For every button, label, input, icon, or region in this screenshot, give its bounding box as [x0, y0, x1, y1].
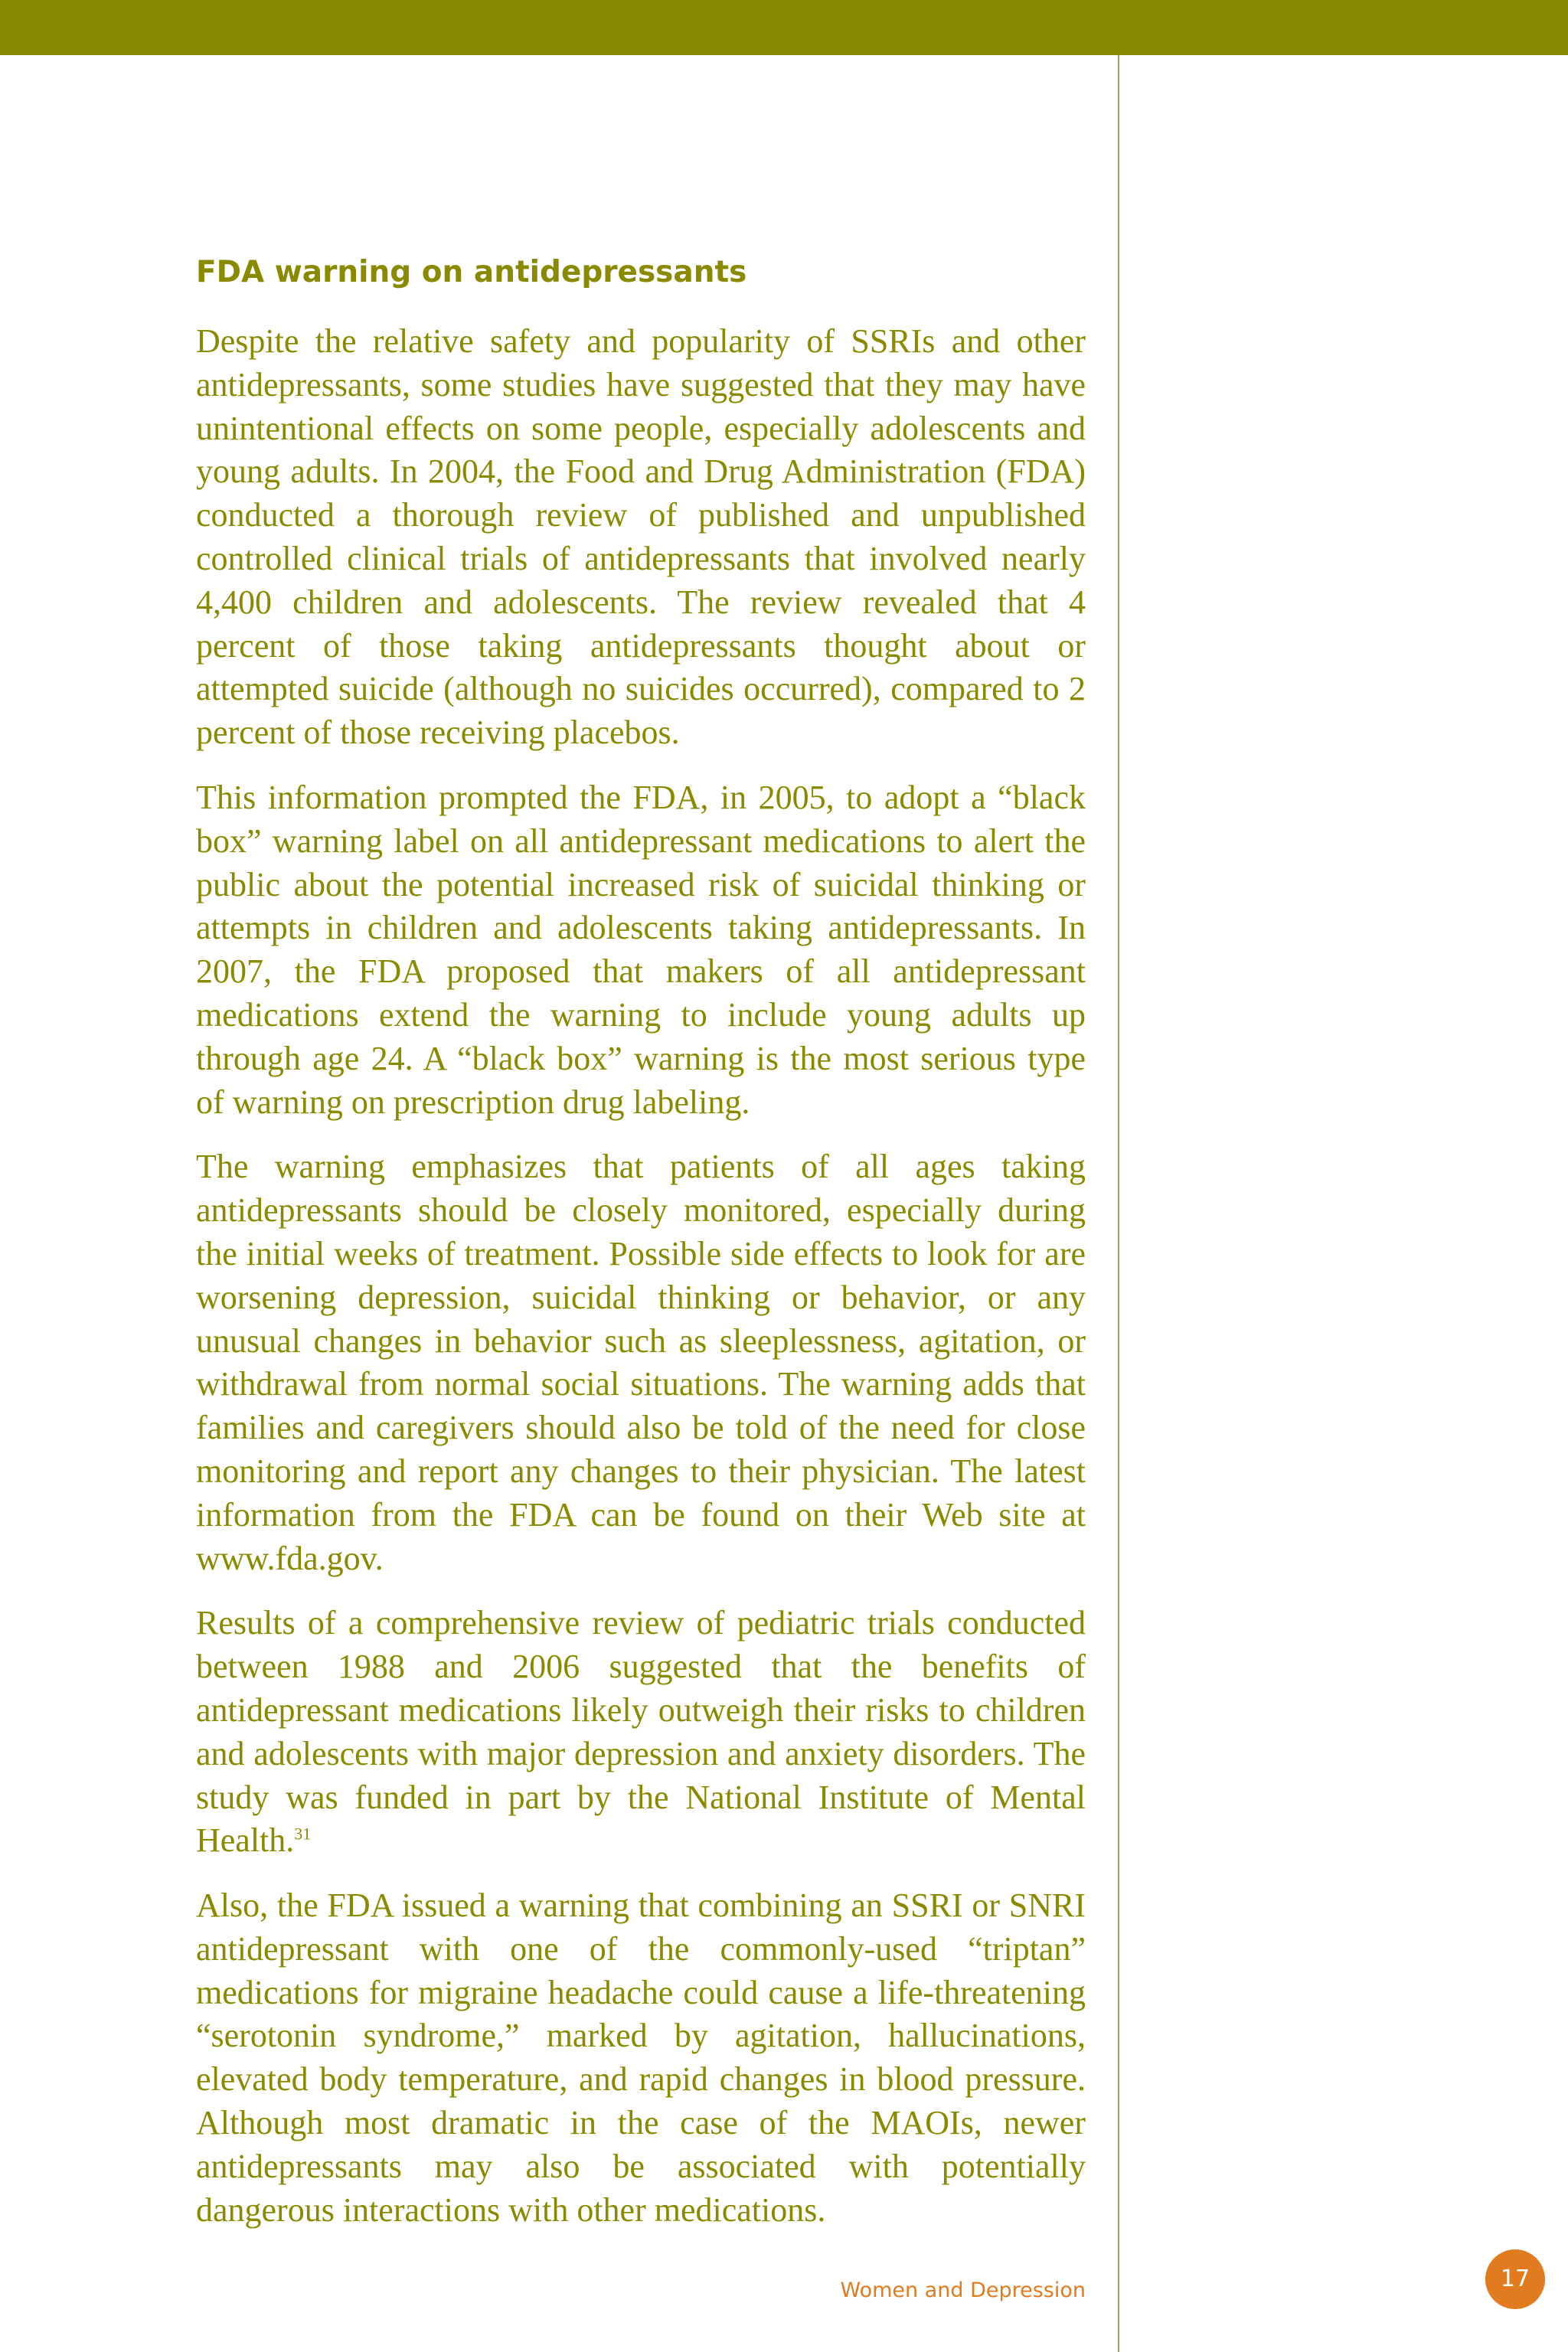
section-heading: FDA warning on antidepressants: [196, 255, 747, 289]
page-number-badge: 17: [1485, 2249, 1545, 2309]
paragraph-pediatric-review: [196, 1602, 1086, 1863]
article-body: [196, 250, 1086, 2253]
paragraph-fda-review: Despite the relative safety and popularity of SSRIs and other antidepressants, some studies have suggested that they may have unintentional effects on some people, especially adolescents and young adults. In 2004, the Food and Drug Administration (FDA) conducted a thorough review of published and unpublished controlled clinical trials of antidepressants that involved nearly 4,400 children and adolescents. The review revealed that 4 percent of those taking antidepressants thought about or attempted suicide (although no suicides occurred), compared to 2 percent of those receiving placebos.: [196, 322, 1086, 752]
paragraph-black-box-warning: This information prompted the FDA, in 2005, to adopt a “black box” warning label on all antidepressant medications to alert the public about the potential increased risk of suicidal thinking or attempts in children and adolescents taking antidepressants. In 2007, the FDA proposed that makers of all antidepressant medications extend the warning to include young adults up through age 24. A “black box” warning is the most serious type of warning on prescription drug labeling.: [196, 778, 1086, 1121]
paragraph-monitoring: The warning emphasizes that patients of all ages taking antidepressants should be closely monitored, especially during the initial weeks of treatment. Possible side effects to look for are worsening depression, suicidal thinking or behavior, or any unusual changes in behavior such as sleeplessness, agitation, or withdrawal from normal social situations. The warning adds that families and caregivers should also be told of the need for close monitoring and report any changes to their physician. The latest information from the FDA can be found on their Web site at www.fda.gov.: [196, 1148, 1086, 1577]
top-color-band: [0, 0, 1568, 55]
paragraph-pediatric-review-text: Results of a comprehensive review of pediatric trials conducted between 1988 and 2006 suggested that the benefits of antidepressant medications likely outweigh their risks to children and adolescents with major depression and anxiety disorders. The study was funded in part by the National Institute of Mental Health.: [196, 1604, 1086, 1860]
paragraph-serotonin-syndrome: Also, the FDA issued a warning that combining an SSRI or SNRI antidepressant with one of the commonly-used “triptan” medications for migraine headache could cause a life-threatening “serotonin syndrome,” marked by agitation, hallucinations, elevated body temperature, and rapid changes in blood pressure. Although most dramatic in the case of the MAOIs, newer antidepressants may also be associated with potentially dangerous interactions with other medications.: [196, 1886, 1086, 2229]
footnote-reference: 31: [294, 1824, 312, 1844]
column-divider-rule: [1118, 55, 1119, 2352]
footer-publication-title: Women and Depression: [840, 2278, 1086, 2302]
